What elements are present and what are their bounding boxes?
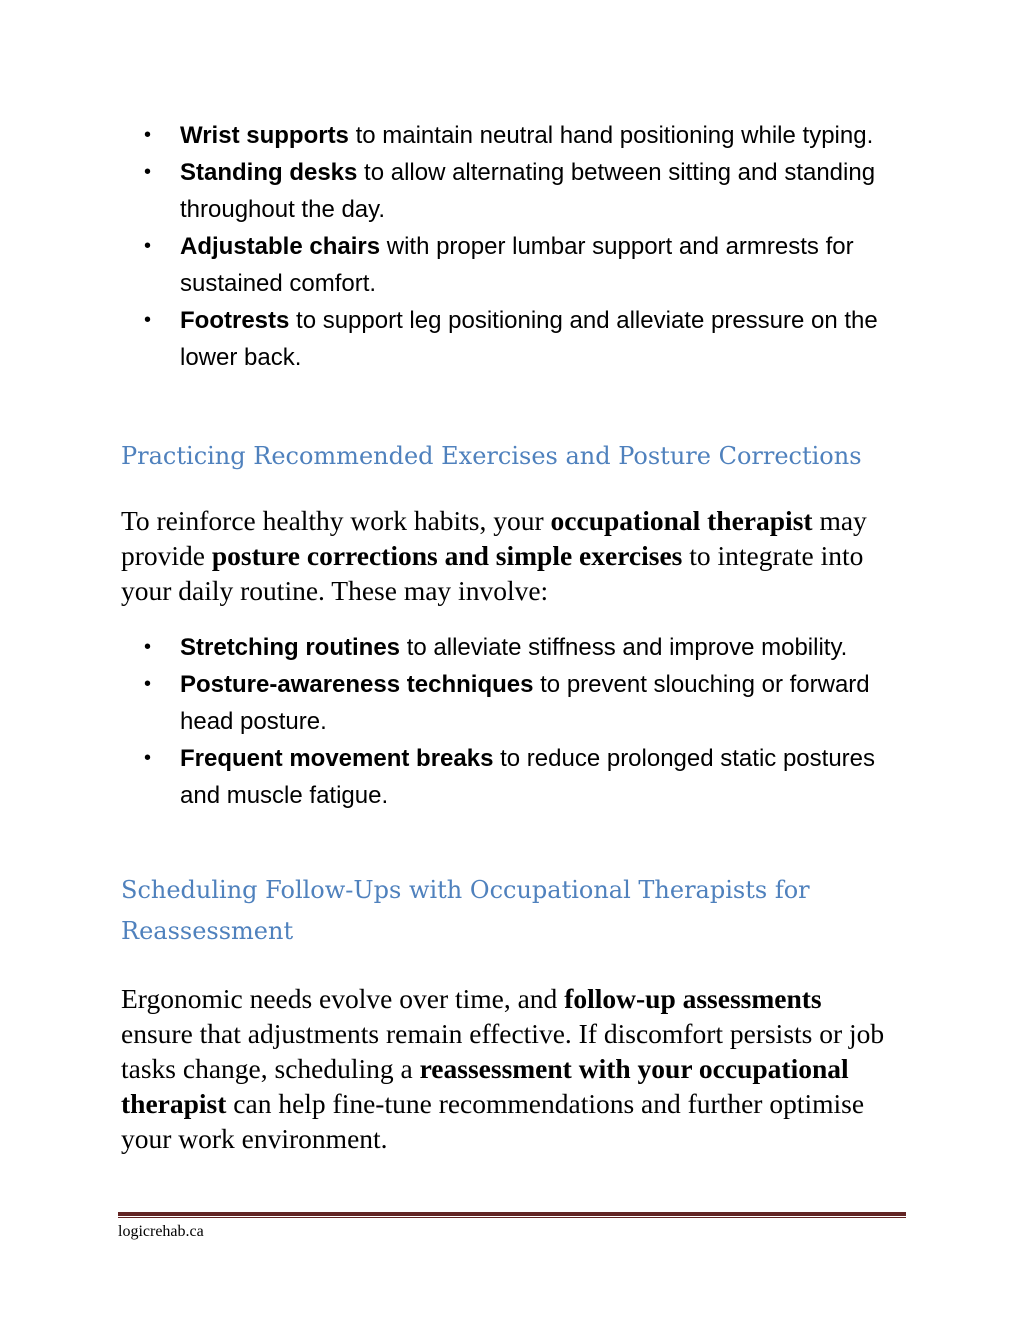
item-term: Adjustable chairs [180, 233, 381, 260]
paragraph-bold: occupational therapist [550, 505, 813, 536]
item-text: with proper lumbar support and armrests for sustained comfort. [180, 233, 854, 297]
list-item [144, 629, 900, 666]
item-term: Posture-awareness techniques [180, 671, 534, 698]
bullet-icon: • [144, 673, 152, 695]
footer-site-name: logicrehab.ca [118, 1223, 204, 1240]
section-heading-follow-ups: Scheduling Follow-Ups with Occupational Therapists for Reassessment [121, 876, 810, 945]
bullet-icon: • [144, 161, 152, 183]
footer-divider [118, 1212, 906, 1219]
equipment-list [144, 117, 900, 376]
intro-paragraph [121, 503, 896, 608]
paragraph-text: Ergonomic needs evolve over time, and [121, 983, 565, 1014]
item-text: to reduce prolonged static postures and muscle fatigue. [180, 745, 875, 809]
list-item [144, 117, 900, 154]
list-item [144, 666, 900, 740]
item-term: Wrist supports [180, 122, 349, 149]
bullet-icon: • [144, 636, 152, 658]
item-text: to maintain neutral hand positioning while typing. [348, 122, 874, 149]
paragraph-bold: reassessment with your occupational therapist [121, 1053, 849, 1119]
footer-divider-thin [118, 1217, 906, 1218]
paragraph-text: To reinforce healthy work habits, your [121, 505, 551, 536]
footer-divider-thick [118, 1212, 906, 1216]
exercise-list [144, 629, 900, 814]
paragraph-text: ensure that adjustments remain effective. If discomfort persists or job tasks change, scheduling a [121, 1018, 885, 1084]
section-heading-exercises: Practicing Recommended Exercises and Posture Corrections [121, 442, 862, 470]
item-text: to alleviate stiffness and improve mobility. [400, 634, 848, 661]
paragraph-bold: posture corrections and simple exercises [211, 540, 683, 571]
paragraph-text: can help fine-tune recommendations and further optimise your work environment. [121, 1088, 865, 1154]
item-term: Stretching routines [180, 634, 401, 661]
list-item [144, 228, 900, 302]
bullet-icon: • [144, 747, 152, 769]
item-text: to allow alternating between sitting and standing throughout the day. [180, 159, 876, 223]
paragraph-text: to integrate into your daily routine. These may involve: [121, 540, 864, 606]
list-item [144, 740, 900, 814]
paragraph-text: may provide [121, 505, 867, 571]
bullet-icon: • [144, 235, 152, 257]
bullet-icon: • [144, 124, 152, 146]
list-item [144, 302, 900, 376]
bullet-icon: • [144, 309, 152, 331]
paragraph-bold: follow-up assessments [564, 983, 822, 1014]
item-term: Standing desks [180, 159, 358, 186]
item-term: Frequent movement breaks [180, 745, 494, 772]
item-term: Footrests [180, 307, 290, 334]
item-text: to support leg positioning and alleviate pressure on the lower back. [180, 307, 878, 371]
item-text: to prevent slouching or forward head posture. [180, 671, 870, 735]
list-item [144, 154, 900, 228]
follow-up-paragraph [121, 981, 896, 1156]
